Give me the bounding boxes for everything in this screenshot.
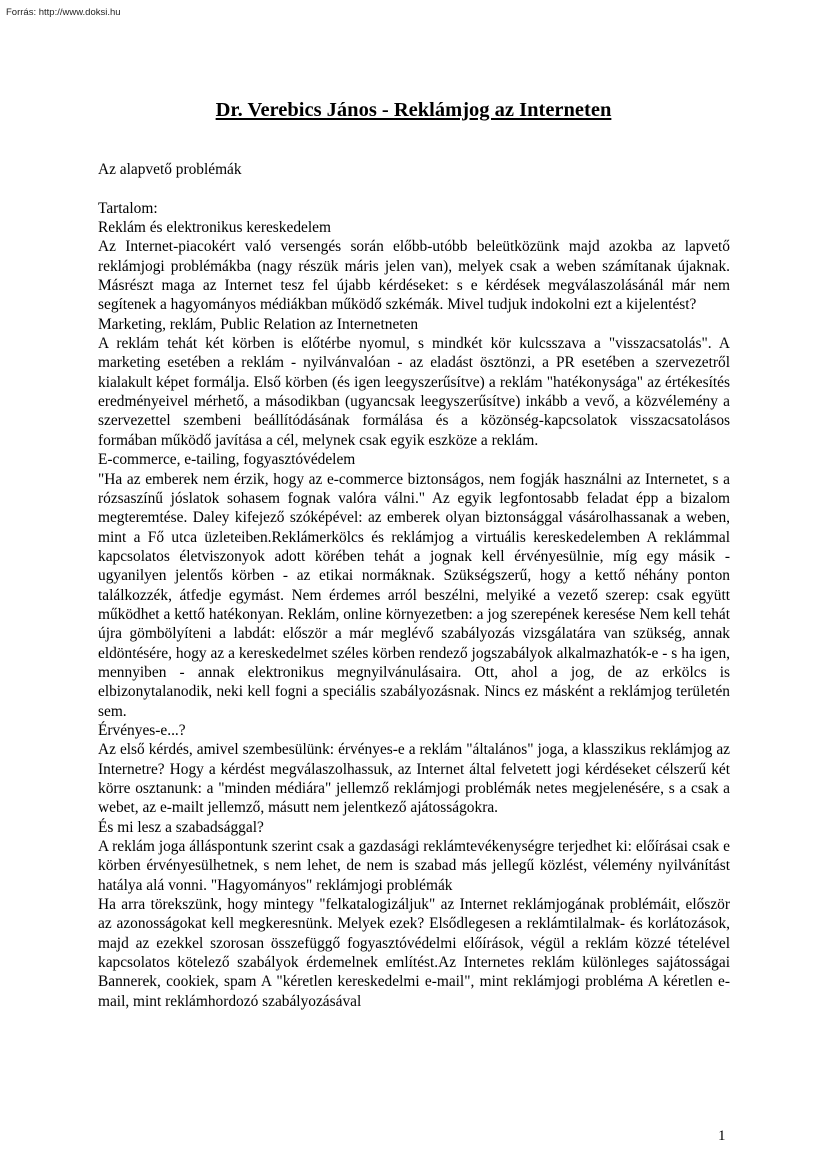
spacer [98, 179, 730, 198]
section-paragraph: A reklám tehát két körben is előtérbe nyomul, s mindkét kör kulcsszava a "visszacsatolás". A marketing esetében a reklám - nyilvánvalóan - az eladást ösztönzi, a PR esetében a szervezetről kialakult képet formálja. Első körben (és igen leegyszerűsítve) a reklám "hatékonysága" az értékesítés eredményeivel mérhető, a másodikban (ugyancsak leegyszerűsítve) inkább a vevő, a közvélemény a szervezettel szembeni beállítódásának formálása és a közönség-kapcsolatok visszacsatolásos formában működő javítása a cél, melynek csak egyik eszköze a reklám. [98, 335, 730, 449]
section-heading: És mi lesz a szabadsággal? [98, 818, 264, 836]
section-heading: Érvényes-e...? [98, 721, 186, 739]
section-paragraph: Az első kérdés, amivel szembesülünk: érvényes-e a reklám "általános" joga, a klasszikus reklámjog az Internetre? Hogy a kérdést megválaszolhassuk, az Internet által felvetett jogi kérdéseket célszerű két körre osztanunk: a "minden médiára" jellemző reklámjogi problémák netes megjelenésére, s a csak a webet, az e-mailt jellemző, másutt nem jelentkező ajátosságokra. [98, 741, 730, 817]
section-paragraph: A reklám joga álláspontunk szerint csak a gazdasági reklámtevékenységre terjedhet ki: előírásai csak e körben érvényesülhetnek, s nem lehet, de nem is szabad más jellegű közlést, vélemény nyilvánítást hatálya alá vonni. "Hagyományos" reklámjogi problémák [98, 838, 730, 894]
section-heading: Reklám és elektronikus kereskedelem [98, 219, 331, 237]
document-body [98, 160, 730, 1011]
section-paragraph: "Ha az emberek nem érzik, hogy az e-commerce biztonságos, nem fogják használni az Internetet, s a rózsaszínű jóslatok sohasem fognak valóra válni." Az egyik legfontosabb feladat épp a bizalom megteremtése. Daley kifejező szóképével: az emberek olyan biztonsággal vásárolhassanak a weben, mint a Fő utca üzleteiben.Reklámerkölcs és reklámjog a virtuális kereskedelemben A reklámmal kapcsolatos életviszonyok adott körében tehát a jognak kell érvényesülnie, míg egy másik - ugyanilyen jelentős körben - az etikai normáknak. Szükségszerű, hogy a kettő néhány ponton találkozzék, átfedje egymást. Nem érdemes arról beszélni, melyiké a vezető szerep: csak együtt működhet a kettő hatékonyan. Reklám, online környezetben: a jog szerepének keresése Nem kell tehát újra gömbölyíteni a labdát: először a már meglévő szabályozás vizsgálatára van szükség, annak eldöntésére, hogy az a kereskedelmet széles körben rendező jogszabályok alkalmazhatók-e - s ha igen, mennyiben - annak elektronikus megnyilvánulásaira. Ott, ahol a jog, de az erkölcs is elbizonytalanodik, neki kell fogni a speciális szabályozásnak. Nincs ez másként a reklámjog területén sem. [98, 470, 730, 720]
section-paragraph: Az Internet-piacokért való versengés során előbb-utóbb beleütközünk majd azokba az lapvető reklámjogi problémákba (nagy részük máris jelen van), melyek csak a weben számítanak újaknak. Másrészt maga az Internet tesz fel újabb kérdéseket: s e kérdések megválaszolásánál már nem segítenek a hagyományos médiákban működő szkémák. Mivel tudjuk indokolni ezt a kijelentést? [98, 238, 730, 314]
subtitle: Az alapvető problémák [98, 161, 242, 178]
source-url: Forrás: http://www.doksi.hu [6, 7, 121, 18]
toc-heading: Tartalom: [98, 199, 158, 217]
section-heading: E-commerce, e-tailing, fogyasztóvédelem [98, 451, 356, 469]
page-number: 1 [718, 1128, 726, 1144]
section-heading: Marketing, reklám, Public Relation az Internetneten [98, 315, 419, 333]
page-title: Dr. Verebics János - Reklámjog az Interneten [215, 99, 612, 121]
section-paragraph: Ha arra törekszünk, hogy mintegy "felkatalogizáljuk" az Internet reklámjogának problémáit, először az azonosságokat kell megkeresnünk. Melyek ezek? Elsődlegesen a reklámtilalmak- és korlátozások, majd az ezekkel szorosan összefüggő fogyasztóvédelmi előírások, végül a reklám közzé tételével kapcsolatos kötelező szabályok érdemelnek említést.Az Internetes reklám különleges sajátosságai Bannerek, cookiek, spam A "kéretlen kereskedelmi e-mail", mint reklámjogi probléma A kéretlen e-mail, mint reklámhordozó szabályozásával [98, 896, 730, 1010]
